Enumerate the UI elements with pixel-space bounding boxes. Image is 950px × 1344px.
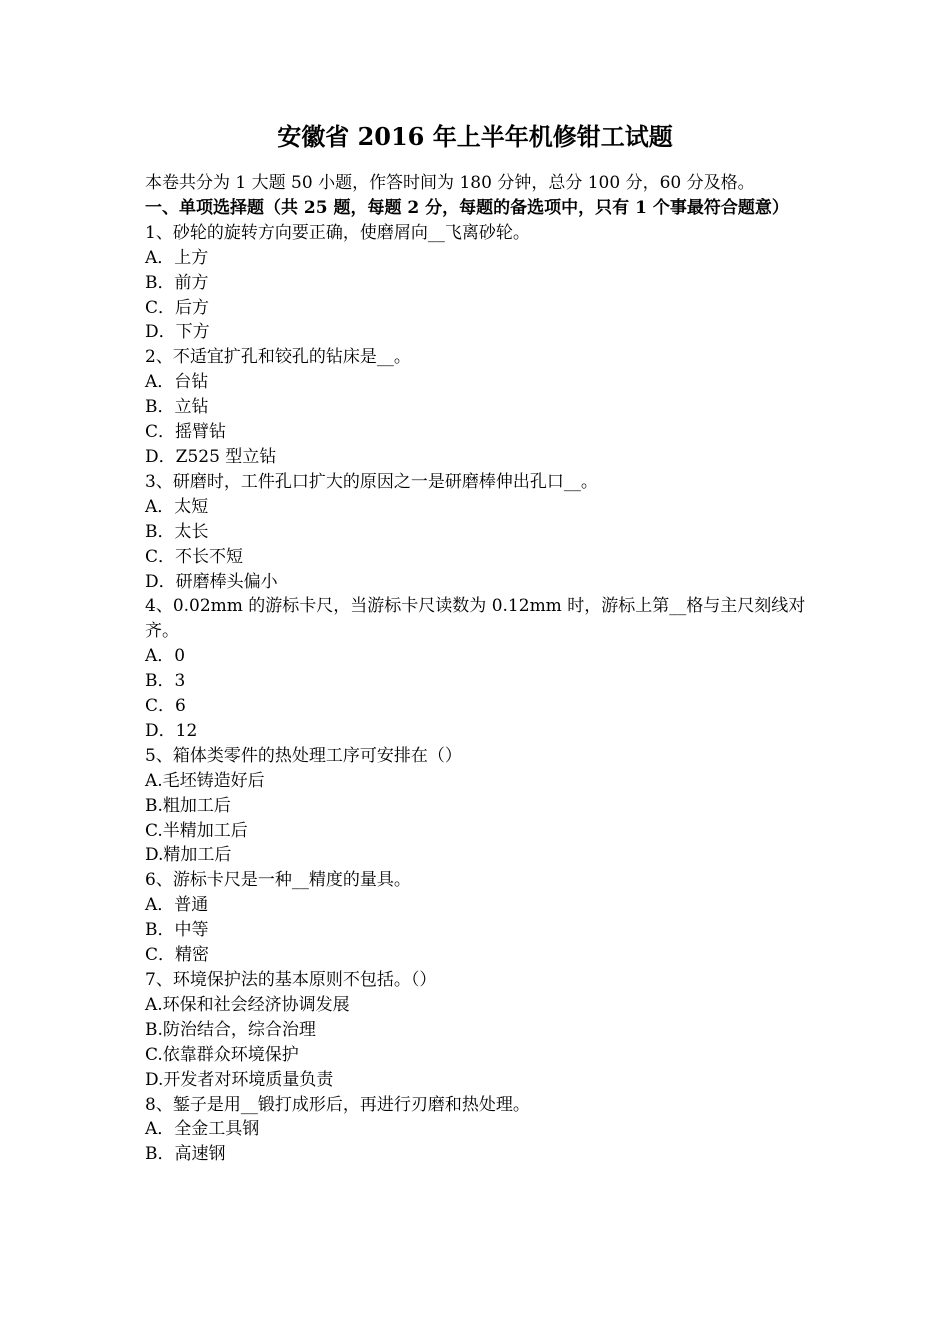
option: C．摇臂钻 <box>145 422 227 443</box>
question-2 <box>145 345 810 470</box>
option: A．太短 <box>145 496 209 517</box>
option: D．研磨棒头偏小 <box>145 571 278 592</box>
option: D．Z525 型立钻 <box>145 446 277 467</box>
question-stem: 3、研磨时，工件孔口扩大的原因之一是研磨棒伸出孔口__。 <box>145 471 598 492</box>
option: A．普通 <box>145 895 209 916</box>
document-body <box>145 171 810 1167</box>
option: D．下方 <box>145 322 210 343</box>
question-stem: 2、不适宜扩孔和铰孔的钻床是__。 <box>145 347 411 368</box>
question-1 <box>145 221 810 346</box>
option: A．全金工具钢 <box>145 1119 260 1140</box>
option: C.依靠群众环境保护 <box>145 1044 299 1065</box>
option: D.开发者对环境质量负责 <box>145 1069 334 1090</box>
exam-intro: 本卷共分为 1 大题 50 小题，作答时间为 180 分钟，总分 100 分，60 分及格。 <box>145 173 755 193</box>
page-title: 安徽省 2016 年上半年机修钳工试题 <box>277 122 673 151</box>
question-stem: 8、錾子是用__锻打成形后，再进行刃磨和热处理。 <box>145 1094 530 1115</box>
option: B．太长 <box>145 521 209 542</box>
option: B．立钻 <box>145 397 209 418</box>
question-7 <box>145 968 810 1093</box>
option: A．上方 <box>145 247 209 268</box>
option: D.精加工后 <box>145 845 232 866</box>
question-3 <box>145 470 810 595</box>
option: B.粗加工后 <box>145 795 231 816</box>
option: C.半精加工后 <box>145 820 248 841</box>
option: B．高速钢 <box>145 1144 226 1165</box>
option: A.毛坯铸造好后 <box>145 770 265 791</box>
option: C．6 <box>145 696 186 717</box>
question-4 <box>145 594 810 743</box>
question-stem: 6、游标卡尺是一种__精度的量具。 <box>145 870 411 891</box>
option: B．3 <box>145 671 186 692</box>
question-5 <box>145 744 810 869</box>
option: B.防治结合，综合治理 <box>145 1019 316 1040</box>
question-6 <box>145 868 810 968</box>
option: B．前方 <box>145 272 209 293</box>
option: A.环保和社会经济协调发展 <box>145 994 350 1015</box>
question-stem: 5、箱体类零件的热处理工序可安排在（） <box>145 745 462 766</box>
option: D．12 <box>145 720 198 741</box>
option: C．精密 <box>145 945 210 966</box>
question-8 <box>145 1093 810 1168</box>
section-heading: 一、单项选择题（共 25 题，每题 2 分，每题的备选项中，只有 1 个事最符合题意） <box>145 197 789 218</box>
option: C．不长不短 <box>145 546 244 567</box>
question-stem: 1、砂轮的旋转方向要正确，使磨屑向__飞离砂轮。 <box>145 222 530 243</box>
question-stem: 7、环境保护法的基本原则不包括。（） <box>145 970 437 990</box>
option: C．后方 <box>145 297 210 318</box>
option: B．中等 <box>145 920 209 941</box>
question-stem: 4、0.02mm 的游标卡尺，当游标卡尺读数为 0.12mm 时，游标上第__格与主尺刻线对齐。 <box>145 596 806 642</box>
option: A．0 <box>145 646 186 667</box>
option: A．台钻 <box>145 372 209 393</box>
